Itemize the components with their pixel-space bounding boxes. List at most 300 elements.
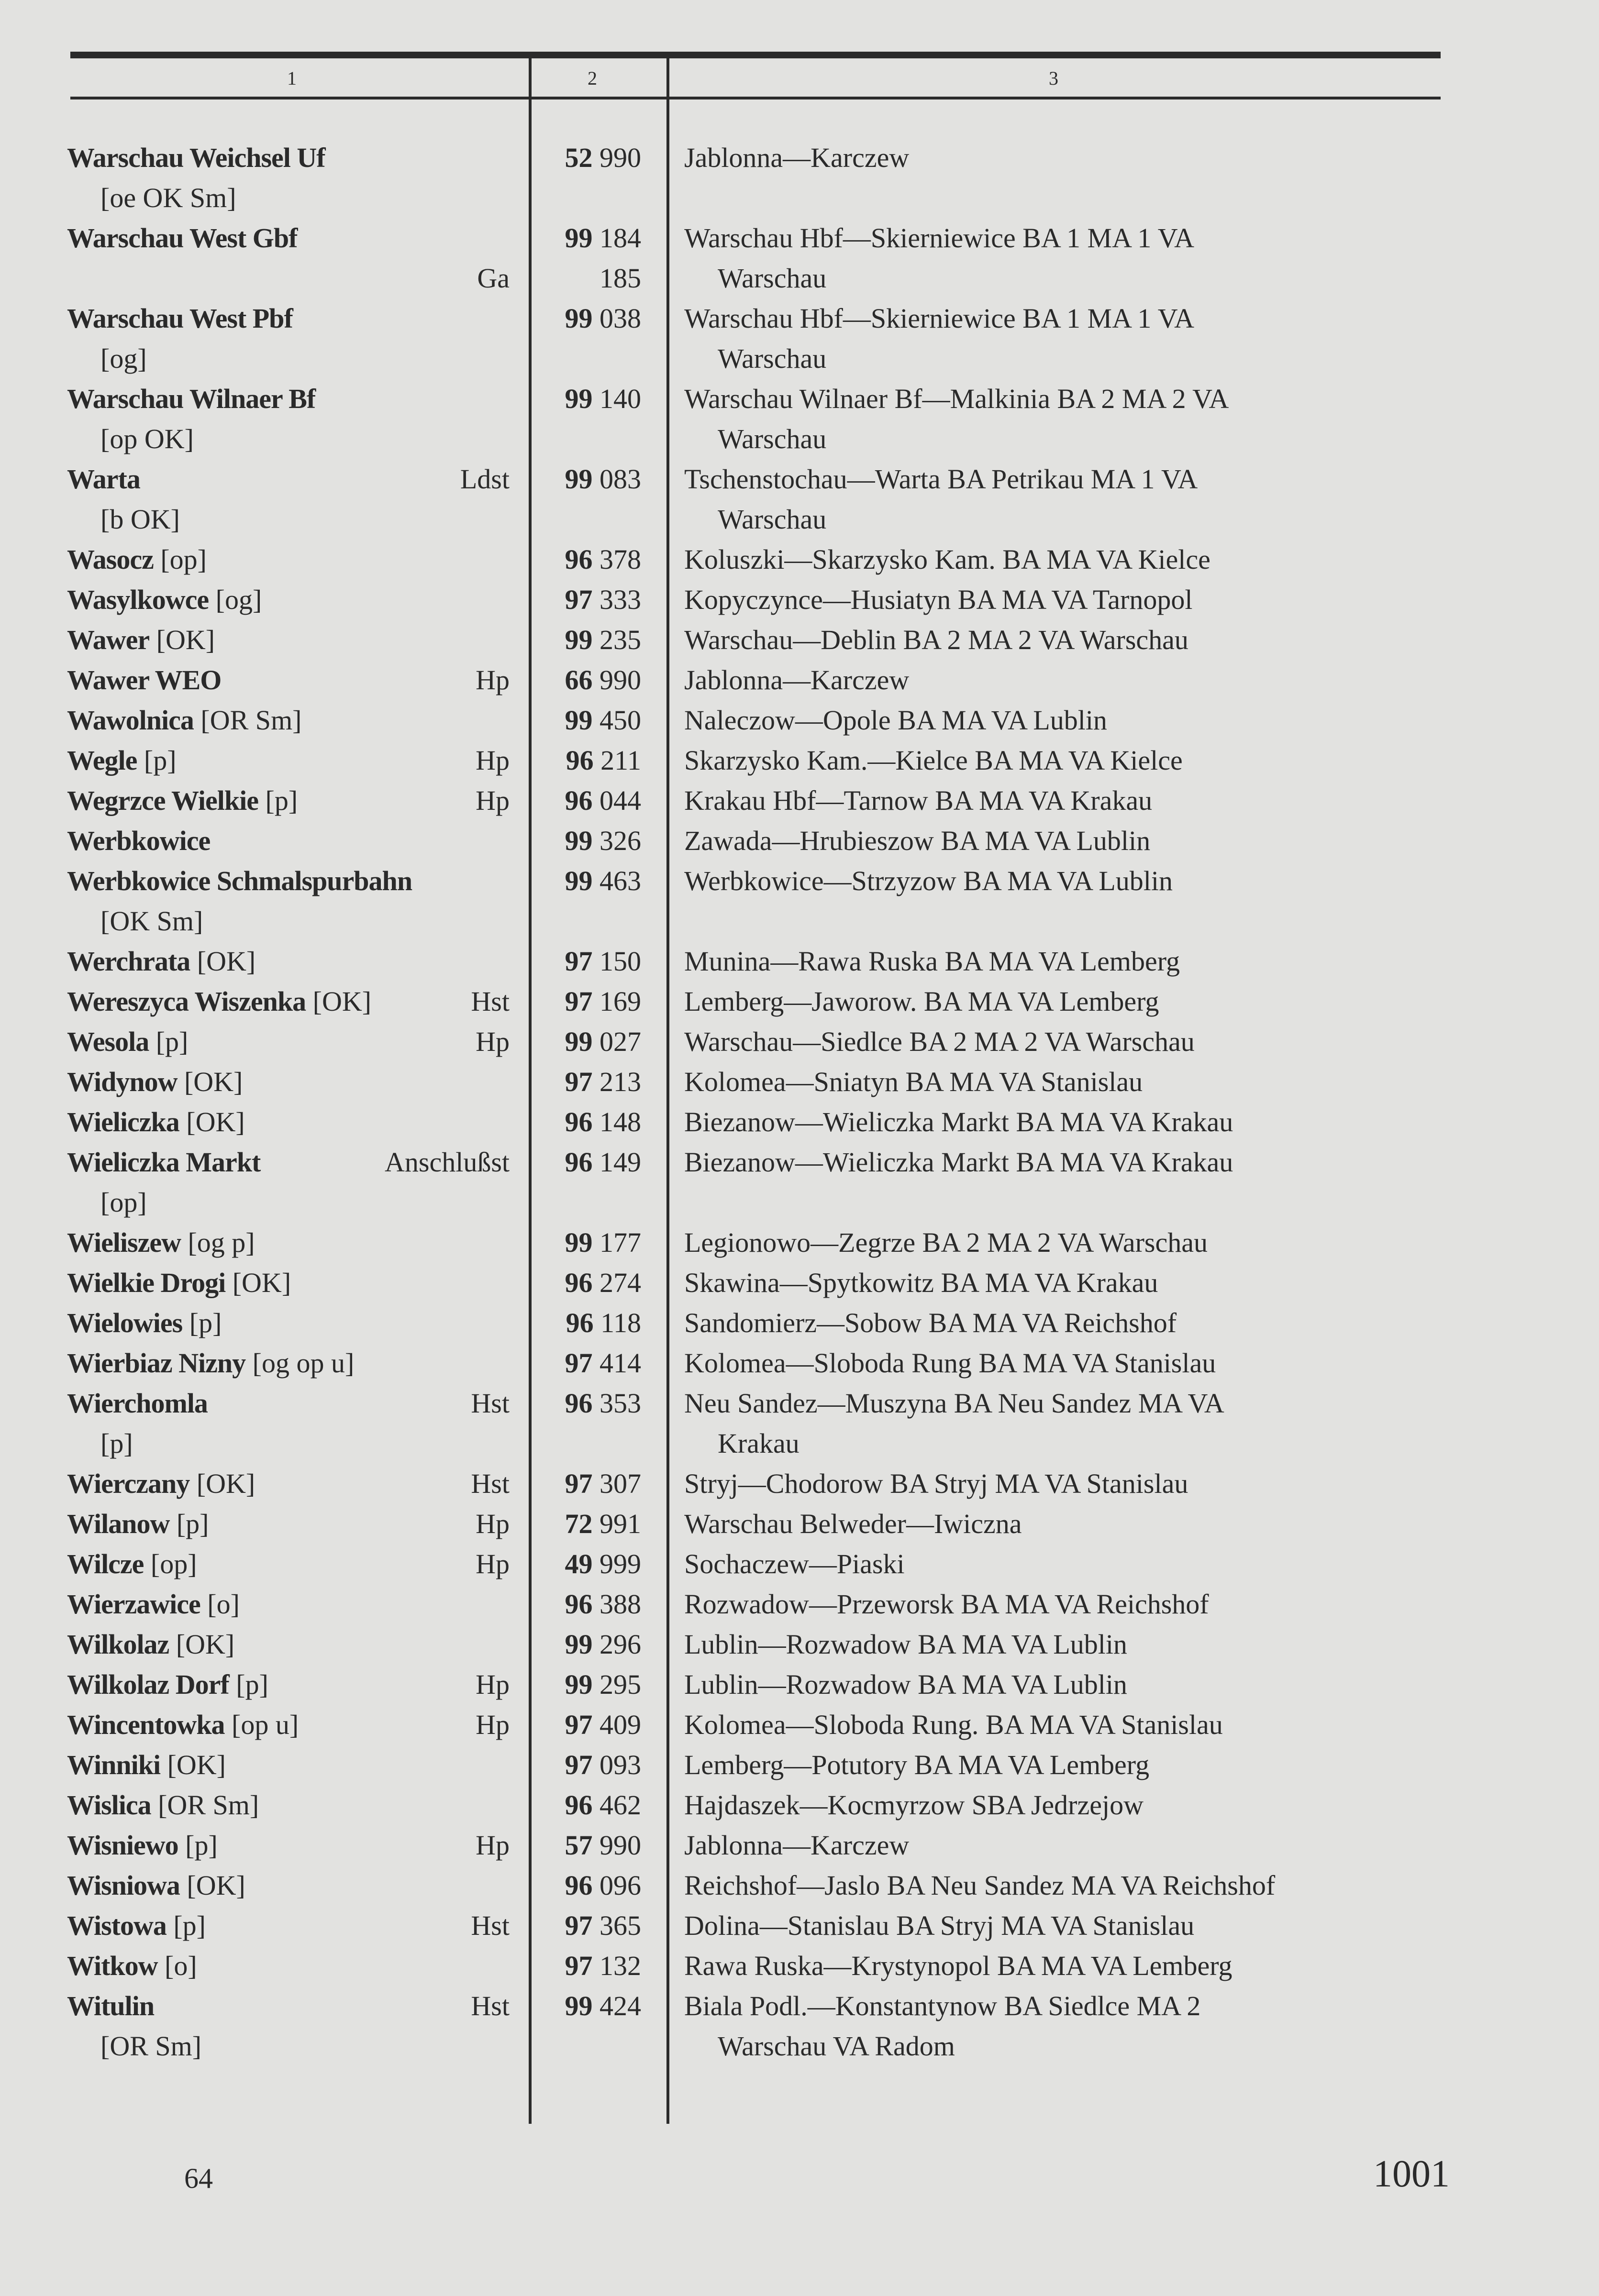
route-cell <box>655 982 1450 1022</box>
station-cell <box>67 982 519 1022</box>
route-text: Neu Sandez—Muszyna BA Neu Sandez MA VA <box>684 1388 1224 1419</box>
station-flags: [o] <box>157 1950 197 1981</box>
station-cell <box>67 1906 519 1946</box>
station-name: Wielowies <box>67 1307 183 1338</box>
route-text: Biala Podl.—Konstantynow BA Siedlce MA 2 <box>684 1990 1201 2021</box>
station-cell <box>67 660 519 700</box>
code-number: 083 <box>600 464 641 495</box>
code-cell <box>519 1825 655 1866</box>
station-name: Wawer <box>67 624 150 655</box>
route-cell <box>655 1383 1450 1464</box>
route-cell <box>655 1866 1450 1906</box>
station-name: Wilcze <box>67 1548 144 1579</box>
station-flags: [OK] <box>190 946 256 977</box>
code-number: 295 <box>600 1669 641 1700</box>
route-cell <box>655 660 1450 700</box>
station-cell <box>67 1986 519 2066</box>
route-text-cont: Warschau <box>718 423 827 454</box>
route-text: Kolomea—Sniatyn BA MA VA Stanislau <box>684 1066 1143 1097</box>
route-cell <box>655 540 1450 580</box>
route-cell <box>655 459 1450 540</box>
code-number: 149 <box>600 1147 641 1178</box>
route-cell <box>655 700 1450 740</box>
route-text: Stryj—Chodorow BA Stryj MA VA Stanislau <box>684 1468 1188 1499</box>
table-row <box>67 1544 1455 1584</box>
station-name: Wegle <box>67 745 137 776</box>
code-prefix: 97 <box>565 1749 593 1780</box>
code-prefix: 99 <box>565 624 593 655</box>
code-number: 177 <box>600 1227 641 1258</box>
table-row <box>67 1906 1455 1946</box>
code-number: 990 <box>600 1830 641 1861</box>
station-flags: [OK] <box>306 986 372 1017</box>
station-name: Winniki <box>67 1749 161 1780</box>
station-flags-line: [OR Sm] <box>100 2031 202 2062</box>
table-row <box>67 1464 1455 1504</box>
station-cell <box>67 298 519 379</box>
station-flags: [p] <box>166 1910 206 1941</box>
route-text: Reichshof—Jaslo BA Neu Sandez MA VA Reichshof <box>684 1870 1276 1901</box>
route-text-cont: Warschau <box>718 504 827 535</box>
code-cell <box>519 1303 655 1343</box>
station-name: Wereszyca Wiszenka <box>67 986 306 1017</box>
code-cell <box>519 1142 655 1223</box>
station-cell <box>67 1383 519 1464</box>
station-flags: [p] <box>169 1508 209 1539</box>
station-cell <box>67 781 519 821</box>
code-number: 213 <box>600 1066 641 1097</box>
station-flags: [p] <box>178 1830 218 1861</box>
station-cell <box>67 1102 519 1142</box>
code-prefix: 97 <box>565 584 593 615</box>
route-text-cont: Warschau VA Radom <box>718 2031 955 2062</box>
table-row <box>67 1343 1455 1383</box>
code-number: 235 <box>600 624 641 655</box>
station-cell <box>67 580 519 620</box>
route-text: Warschau Hbf—Skierniewice BA 1 MA 1 VA <box>684 303 1195 334</box>
station-flags: [op] <box>153 544 207 575</box>
station-cell <box>67 1785 519 1825</box>
table-row <box>67 1866 1455 1906</box>
code-number: 274 <box>600 1267 641 1298</box>
code-number: 990 <box>600 664 641 695</box>
station-name: Warschau West Pbf <box>67 303 293 334</box>
station-name: Wilanow <box>67 1508 170 1539</box>
station-cell <box>67 1022 519 1062</box>
code-number: 388 <box>600 1589 641 1620</box>
station-cell <box>67 1584 519 1624</box>
code-prefix: 72 <box>565 1508 593 1539</box>
code-cell <box>519 1866 655 1906</box>
station-flags-line: [oe OK Sm] <box>100 182 236 213</box>
station-cell <box>67 941 519 982</box>
column-header-1: 1 <box>287 67 297 89</box>
code-prefix: 49 <box>565 1548 593 1579</box>
code-cell <box>519 1062 655 1102</box>
table-row <box>67 660 1455 700</box>
table-row <box>67 138 1455 218</box>
station-type: Hp <box>476 1669 510 1700</box>
code-cell <box>519 1343 655 1383</box>
route-cell <box>655 1624 1450 1665</box>
route-cell <box>655 1745 1450 1785</box>
code-cell <box>519 1705 655 1745</box>
header-rule <box>70 97 1441 99</box>
code-cell <box>519 540 655 580</box>
route-text: Lublin—Rozwadow BA MA VA Lublin <box>684 1669 1127 1700</box>
station-cell <box>67 740 519 781</box>
code-prefix: 96 <box>566 745 594 776</box>
station-type: Hp <box>476 1709 510 1740</box>
code-prefix: 97 <box>565 946 593 977</box>
code-prefix: 96 <box>565 785 593 816</box>
station-type: Hp <box>476 1548 510 1579</box>
code-cell <box>519 1263 655 1303</box>
code-cell <box>519 1624 655 1665</box>
station-name: Warschau West Gbf <box>67 222 298 254</box>
station-flags: [og p] <box>180 1227 255 1258</box>
station-name: Wasylkowce <box>67 584 209 615</box>
station-cell <box>67 1223 519 1263</box>
code-cell <box>519 660 655 700</box>
code-cell <box>519 1504 655 1544</box>
station-name: Warta <box>67 464 140 495</box>
station-flags: [OK] <box>179 1870 245 1901</box>
table-row <box>67 1785 1455 1825</box>
code-number: 414 <box>600 1347 641 1379</box>
code-cell <box>519 1745 655 1785</box>
table-row <box>67 218 1455 298</box>
table-row <box>67 1986 1455 2066</box>
code-cell <box>519 861 655 941</box>
table-row <box>67 1102 1455 1142</box>
code-cell <box>519 700 655 740</box>
station-flags: [OK] <box>160 1749 226 1780</box>
code-number: 450 <box>600 705 641 736</box>
route-text: Biezanow—Wieliczka Markt BA MA VA Krakau <box>684 1147 1233 1178</box>
route-text: Warschau—Siedlce BA 2 MA 2 VA Warschau <box>684 1026 1195 1057</box>
station-name: Werbkowice Schmalspurbahn <box>67 865 412 896</box>
code-number: 353 <box>600 1388 641 1419</box>
table-row <box>67 821 1455 861</box>
station-type: Anschlußst <box>385 1147 510 1178</box>
station-cell <box>67 1745 519 1785</box>
route-cell <box>655 1906 1450 1946</box>
route-text: Koluszki—Skarzysko Kam. BA MA VA Kielce <box>684 544 1210 575</box>
station-name: Wincentowka <box>67 1709 225 1740</box>
code-cell <box>519 1906 655 1946</box>
station-flags: [OK] <box>179 1106 245 1137</box>
station-type: Hp <box>476 745 510 776</box>
code-number: 150 <box>600 946 641 977</box>
station-cell <box>67 1263 519 1303</box>
route-text: Legionowo—Zegrze BA 2 MA 2 VA Warschau <box>684 1227 1208 1258</box>
station-flags: [op] <box>144 1548 197 1579</box>
code-number: 365 <box>600 1910 641 1941</box>
station-name: Werchrata <box>67 946 190 977</box>
code-prefix: 96 <box>565 1789 593 1821</box>
code-prefix: 97 <box>565 1066 593 1097</box>
code-cell <box>519 1544 655 1584</box>
station-name: Wieliszew <box>67 1227 181 1258</box>
route-cell <box>655 1343 1450 1383</box>
route-text: Warschau—Deblin BA 2 MA 2 VA Warschau <box>684 624 1188 655</box>
route-text: Rawa Ruska—Krystynopol BA MA VA Lemberg <box>684 1950 1233 1981</box>
code-cell <box>519 982 655 1022</box>
station-flags-line: [op] <box>100 1187 147 1218</box>
station-cell <box>67 1464 519 1504</box>
station-name: Wilkolaz <box>67 1629 169 1660</box>
code-prefix: 96 <box>565 1147 593 1178</box>
station-name: Wieliczka <box>67 1106 179 1137</box>
code-prefix: 99 <box>565 865 593 896</box>
station-cell <box>67 1544 519 1584</box>
route-cell <box>655 1584 1450 1624</box>
route-text: Warschau Belweder—Iwiczna <box>684 1508 1022 1539</box>
route-text: Hajdaszek—Kocmyrzow SBA Jedrzejow <box>684 1789 1144 1821</box>
code-number: 463 <box>600 865 641 896</box>
station-name: Wesola <box>67 1026 149 1057</box>
station-type: Hst <box>471 986 510 1017</box>
route-text: Kolomea—Sloboda Rung. BA MA VA Stanislau <box>684 1709 1223 1740</box>
station-cell <box>67 1504 519 1544</box>
station-cell <box>67 138 519 218</box>
route-text: Lublin—Rozwadow BA MA VA Lublin <box>684 1629 1127 1660</box>
route-text-cont: Warschau <box>718 263 827 294</box>
route-cell <box>655 781 1450 821</box>
route-text: Lemberg—Jaworow. BA MA VA Lemberg <box>684 986 1159 1017</box>
table-row <box>67 740 1455 781</box>
route-cell <box>655 620 1450 660</box>
route-cell <box>655 138 1450 218</box>
station-type: Hst <box>471 1910 510 1941</box>
code-number: 044 <box>600 785 641 816</box>
code-cell <box>519 1986 655 2066</box>
station-type: Hp <box>476 1508 510 1539</box>
code-cell <box>519 138 655 218</box>
station-cell <box>67 1303 519 1343</box>
table-row <box>67 982 1455 1022</box>
route-text: Warschau Hbf—Skierniewice BA 1 MA 1 VA <box>684 222 1195 254</box>
route-cell <box>655 1263 1450 1303</box>
code-number: 462 <box>600 1789 641 1821</box>
station-flags: [OR Sm] <box>151 1789 259 1821</box>
table-row <box>67 1504 1455 1544</box>
route-cell <box>655 379 1450 459</box>
code-number: 378 <box>600 544 641 575</box>
table-row <box>67 298 1455 379</box>
code-prefix: 52 <box>565 142 593 173</box>
code-cell <box>519 740 655 781</box>
station-name: Wawer WEO <box>67 664 222 695</box>
code-prefix: 99 <box>565 222 593 254</box>
station-flags: [og] <box>209 584 262 615</box>
code-prefix: 97 <box>565 1709 593 1740</box>
station-type: Hp <box>476 1026 510 1057</box>
route-text: Kolomea—Sloboda Rung BA MA VA Stanislau <box>684 1347 1216 1379</box>
route-text: Kopyczynce—Husiatyn BA MA VA Tarnopol <box>684 584 1193 615</box>
route-text: Werbkowice—Strzyzow BA MA VA Lublin <box>684 865 1173 896</box>
station-cell <box>67 540 519 580</box>
station-flags: [p] <box>149 1026 189 1057</box>
route-text: Zawada—Hrubieszow BA MA VA Lublin <box>684 825 1151 856</box>
station-name: Wierczany <box>67 1468 190 1499</box>
code-prefix: 99 <box>565 383 593 414</box>
station-flags-line: [p] <box>100 1428 133 1459</box>
station-flags-line: [op OK] <box>100 423 194 454</box>
column-header-3: 3 <box>1049 67 1058 89</box>
station-type: Ldst <box>460 464 510 495</box>
table-row <box>67 1142 1455 1223</box>
station-type: Hp <box>476 1830 510 1861</box>
station-class: Ga <box>477 263 510 294</box>
route-cell <box>655 740 1450 781</box>
station-cell <box>67 821 519 861</box>
station-name: Wegrzce Wielkie <box>67 785 259 816</box>
station-name: Wierzawice <box>67 1589 200 1620</box>
table-row <box>67 1624 1455 1665</box>
code-prefix: 66 <box>565 664 593 695</box>
station-flags: [o] <box>200 1589 240 1620</box>
code-cell <box>519 1223 655 1263</box>
code-prefix: 99 <box>565 825 593 856</box>
route-cell <box>655 1223 1450 1263</box>
station-name: Wistowa <box>67 1910 167 1941</box>
station-flags: [og op u] <box>245 1347 355 1379</box>
station-name: Wislica <box>67 1789 151 1821</box>
code-prefix: 99 <box>565 464 593 495</box>
route-text: Naleczow—Opole BA MA VA Lublin <box>684 705 1107 736</box>
code-prefix: 96 <box>565 1106 593 1137</box>
route-cell <box>655 1785 1450 1825</box>
station-name: Warschau Wilnaer Bf <box>67 383 316 414</box>
code-number: 184 <box>600 222 641 254</box>
route-cell <box>655 1705 1450 1745</box>
code-prefix: 97 <box>565 986 593 1017</box>
code-number: 999 <box>600 1548 641 1579</box>
route-cell <box>655 1303 1450 1343</box>
table-row <box>67 620 1455 660</box>
route-text-cont: Krakau <box>718 1428 800 1459</box>
station-name: Widynow <box>67 1066 178 1097</box>
station-type: Hp <box>476 664 510 695</box>
code-cell <box>519 1022 655 1062</box>
code-cell <box>519 941 655 982</box>
code-prefix: 96 <box>565 544 593 575</box>
station-flags: [OR Sm] <box>193 705 302 736</box>
station-name: Wielkie Drogi <box>67 1267 226 1298</box>
station-name: Wierbiaz Nizny <box>67 1347 246 1379</box>
table-row <box>67 459 1455 540</box>
table-row <box>67 1705 1455 1745</box>
station-flags-line: [OK Sm] <box>100 905 203 937</box>
route-text: Munina—Rawa Ruska BA MA VA Lemberg <box>684 946 1180 977</box>
station-flags: [OK] <box>177 1066 243 1097</box>
code-cell <box>519 1584 655 1624</box>
route-cell <box>655 941 1450 982</box>
station-cell <box>67 620 519 660</box>
table-row <box>67 1223 1455 1263</box>
station-cell <box>67 218 519 298</box>
code-prefix: 97 <box>565 1950 593 1981</box>
route-cell <box>655 1022 1450 1062</box>
table-row <box>67 1303 1455 1343</box>
station-cell <box>67 1343 519 1383</box>
route-cell <box>655 580 1450 620</box>
route-cell <box>655 1825 1450 1866</box>
route-text: Skawina—Spytkowitz BA MA VA Krakau <box>684 1267 1158 1298</box>
code-cell <box>519 459 655 540</box>
code-number-2: 185 <box>600 263 641 294</box>
code-cell <box>519 298 655 379</box>
station-cell <box>67 1665 519 1705</box>
code-prefix: 97 <box>565 1347 593 1379</box>
table-row <box>67 781 1455 821</box>
route-cell <box>655 1946 1450 1986</box>
station-flags: [p] <box>137 745 177 776</box>
code-prefix: 99 <box>565 1990 593 2021</box>
code-prefix: 99 <box>565 1026 593 1057</box>
code-number: 093 <box>600 1749 641 1780</box>
station-name: Wawolnica <box>67 705 194 736</box>
station-name: Witkow <box>67 1950 158 1981</box>
code-number: 296 <box>600 1629 641 1660</box>
table-row <box>67 941 1455 982</box>
table-row <box>67 1383 1455 1464</box>
station-name: Wisniewo <box>67 1830 178 1861</box>
code-number: 118 <box>600 1307 641 1338</box>
code-cell <box>519 580 655 620</box>
route-cell <box>655 1665 1450 1705</box>
code-number: 132 <box>600 1950 641 1981</box>
station-cell <box>67 1142 519 1223</box>
station-name: Witulin <box>67 1990 155 2021</box>
station-flags: [OK] <box>225 1267 291 1298</box>
code-number: 140 <box>600 383 641 414</box>
route-cell <box>655 861 1450 941</box>
route-text: Warschau Wilnaer Bf—Malkinia BA 2 MA 2 VA <box>684 383 1229 414</box>
table-row <box>67 1745 1455 1785</box>
table-row <box>67 1263 1455 1303</box>
station-type: Hp <box>476 785 510 816</box>
station-cell <box>67 1705 519 1745</box>
code-prefix: 96 <box>565 1589 593 1620</box>
station-name: Wilkolaz Dorf <box>67 1669 229 1700</box>
station-type: Hst <box>471 1388 510 1419</box>
station-flags: [p] <box>258 785 298 816</box>
code-number: 424 <box>600 1990 641 2021</box>
table-row <box>67 1946 1455 1986</box>
station-flags: [OK] <box>189 1468 255 1499</box>
route-text: Tschenstochau—Warta BA Petrikau MA 1 VA <box>684 464 1198 495</box>
code-prefix: 99 <box>565 705 593 736</box>
code-number: 169 <box>600 986 641 1017</box>
code-cell <box>519 1102 655 1142</box>
route-text: Lemberg—Potutory BA MA VA Lemberg <box>684 1749 1150 1780</box>
station-flags: [OK] <box>169 1629 235 1660</box>
route-cell <box>655 1986 1450 2066</box>
station-cell <box>67 1825 519 1866</box>
route-cell <box>655 1544 1450 1584</box>
code-prefix: 96 <box>565 1388 593 1419</box>
route-text: Biezanow—Wieliczka Markt BA MA VA Krakau <box>684 1106 1233 1137</box>
route-text: Dolina—Stanislau BA Stryj MA VA Stanislau <box>684 1910 1195 1941</box>
route-text: Jablonna—Karczew <box>684 664 910 695</box>
table-row <box>67 861 1455 941</box>
station-flags: [OK] <box>149 624 215 655</box>
station-flags-line: [og] <box>100 343 147 374</box>
route-cell <box>655 1504 1450 1544</box>
